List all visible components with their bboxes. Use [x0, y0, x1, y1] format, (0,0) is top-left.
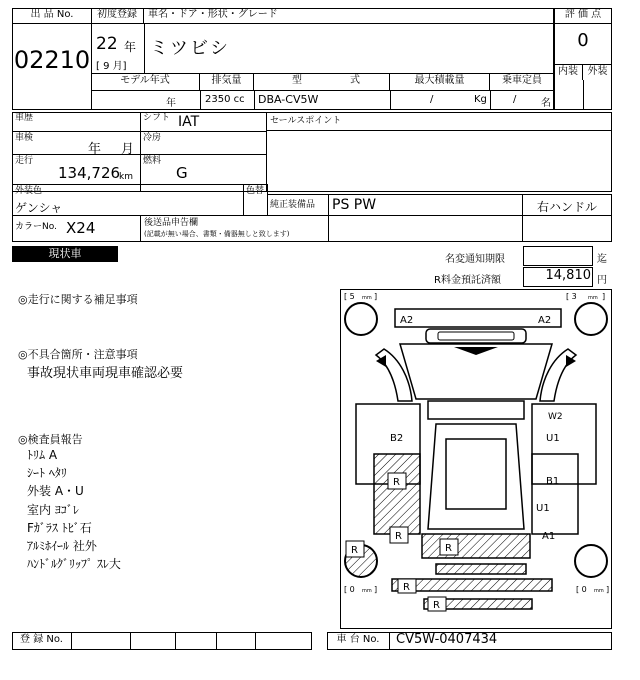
driving-notes-header: ◎走行に関する補足事項 — [18, 293, 138, 306]
lot-number: 02210 — [13, 46, 91, 74]
tire-depth-rl-unit: mm — [362, 588, 372, 594]
score-label: 評 価 点 — [554, 8, 612, 24]
ac-label: 冷房 — [143, 133, 162, 143]
tire-depth-rr-unit: mm — [594, 588, 604, 594]
reg-year: 22 — [96, 34, 118, 54]
car-label: 車名・ドア・形状・グレード — [144, 8, 554, 24]
model-year-label: モデル年式 — [91, 74, 200, 90]
tire-front-left — [345, 303, 377, 335]
name-change-value-box — [523, 246, 593, 266]
current-status-badge: 現状車 — [12, 246, 118, 262]
inspector-item: Fｶﾞﾗｽ ﾄﾋﾞ石 — [27, 520, 92, 535]
reg-label: 初度登録 — [91, 8, 144, 24]
mark-a2-left: A2 — [400, 315, 414, 326]
inspector-item: ﾊﾝﾄﾞﾙｸﾞﾘｯﾌﾟ ｽﾚ大 — [27, 557, 121, 572]
front-bumper — [395, 309, 561, 327]
inspection-year: 年 — [88, 142, 102, 157]
mark-u1-mid: U1 — [536, 503, 550, 514]
tire-depth-fr-unit: mm — [588, 295, 598, 301]
score-value: 0 — [577, 30, 589, 51]
exterior-label: 外装 — [583, 64, 612, 80]
mileage-unit: km — [119, 172, 133, 182]
lot-label: 出 品 No. — [12, 8, 92, 24]
max-load-label: 最大積載量 — [390, 74, 490, 90]
recycle-unit: 円 — [597, 275, 607, 286]
reg-no-label: 登 録 No. — [12, 633, 72, 650]
defect-notes-text: 事故現状車両現車確認必要 — [27, 366, 184, 381]
fender-left — [376, 349, 412, 401]
inspector-item: ﾄﾘﾑ A — [27, 448, 58, 462]
tire-front-right — [575, 303, 607, 335]
equipment-value: PS PW — [332, 197, 377, 213]
inspector-item: 外装 A・U — [27, 484, 84, 499]
damage-diagram — [340, 289, 612, 629]
model-year-unit: 年 — [166, 98, 176, 109]
reg-year-unit: 年 — [124, 40, 137, 54]
displacement-label: 排気量 — [200, 74, 254, 90]
capacity-label: 乗車定員 — [502, 75, 542, 86]
color-change-label: 色替 — [246, 186, 265, 196]
mark-r: R — [403, 582, 410, 593]
tire-depth-rl: [ 0 — [344, 585, 355, 594]
recycle-value: 14,810 — [545, 268, 591, 283]
mileage-label: 走行 — [15, 156, 34, 166]
mark-r: R — [351, 545, 358, 556]
type-suffix-label: 式 — [350, 75, 360, 86]
color-no-label: カラーNo. — [15, 222, 57, 232]
chassis-value: CV5W-0407434 — [396, 632, 498, 647]
tire-depth-rr: [ 0 — [576, 585, 587, 594]
color-no-value: X24 — [66, 219, 96, 237]
inspection-label: 車検 — [15, 133, 34, 143]
equipment-label: 純正装備品 — [270, 200, 316, 210]
recycle-label: R料金預託済額 — [434, 275, 501, 286]
handle-value: 右ハンドル — [536, 200, 597, 214]
side-left-rear-damage — [374, 454, 420, 534]
mark-r: R — [395, 531, 402, 542]
name-change-label: 名変通知期限 — [445, 254, 505, 265]
inspector-list — [27, 446, 121, 573]
reg-month: [ 9 月] — [96, 61, 127, 72]
inspector-item: ｱﾙﾐﾎｲｰﾙ 社外 — [27, 539, 97, 554]
tire-depth-rr-close: ] — [606, 585, 610, 594]
rear-bumper-damage — [436, 564, 526, 574]
rear-gate-damage — [422, 534, 530, 558]
mark-w2: W2 — [548, 412, 563, 422]
load-slash: / — [430, 94, 434, 105]
history-label: 車歴 — [15, 113, 34, 123]
grille — [426, 329, 526, 343]
inspector-item: 室内 ﾖｺﾞﾚ — [27, 502, 79, 517]
side-right-rear — [532, 454, 578, 534]
tire-depth-fl: [ 5 — [344, 292, 355, 301]
mark-a1: A1 — [542, 531, 556, 542]
fuel-label: 燃料 — [143, 156, 162, 166]
inspection-month: 月 — [121, 142, 135, 157]
interior-label: 内装 — [554, 64, 583, 80]
mark-r: R — [393, 477, 400, 488]
side-right-front — [532, 404, 596, 484]
tire-depth-fl-unit: mm — [362, 295, 372, 301]
color-value: ゲンシャ — [15, 201, 63, 215]
shift-label: シフト — [143, 113, 171, 123]
load-unit: Kg — [474, 94, 487, 105]
chassis-label: 車 台 No. — [327, 633, 390, 650]
sales-point-label: セールスポイント — [270, 116, 342, 126]
aftermarket-label: 後送品申告欄 — [144, 218, 199, 228]
name-change-unit: 迄 — [597, 254, 607, 265]
capacity-unit: 名 — [541, 98, 551, 109]
tire-rear-right — [575, 545, 607, 577]
tire-depth-fr-close: ] — [602, 292, 606, 301]
mark-u1-top: U1 — [546, 433, 560, 444]
car-name: ミツビシ — [150, 38, 230, 59]
mark-r: R — [433, 600, 440, 611]
mark-a2-right: A2 — [538, 315, 552, 326]
type-label: 型 — [292, 75, 302, 86]
type-value: DBA-CV5W — [258, 93, 319, 106]
fender-right — [540, 349, 576, 401]
tire-depth-fl-close: ] — [374, 292, 378, 301]
mark-b2: B2 — [390, 433, 404, 444]
shift-value: IAT — [178, 114, 200, 130]
car-diagram-svg — [340, 289, 612, 629]
tire-depth-fr: [ 3 — [566, 292, 577, 301]
inspector-header: ◎検査員報告 — [18, 433, 83, 446]
aftermarket-note: (記載が無い場合、書類・備器無しと致します) — [144, 230, 290, 238]
fuel-value: G — [176, 164, 188, 182]
mark-r: R — [445, 543, 452, 554]
windshield — [428, 401, 524, 419]
defect-notes-header: ◎不具合箇所・注意事項 — [18, 348, 138, 361]
inspector-item: ｼｰﾄ ﾍﾀﾘ — [27, 466, 67, 481]
displacement-value: 2350 cc — [205, 94, 245, 105]
color-label: 外装色 — [15, 186, 43, 196]
capacity-slash: / — [513, 94, 517, 105]
mark-b1: B1 — [546, 476, 560, 487]
tire-depth-rl-close: ] — [374, 585, 378, 594]
mileage-value: 134,726 — [58, 164, 121, 182]
